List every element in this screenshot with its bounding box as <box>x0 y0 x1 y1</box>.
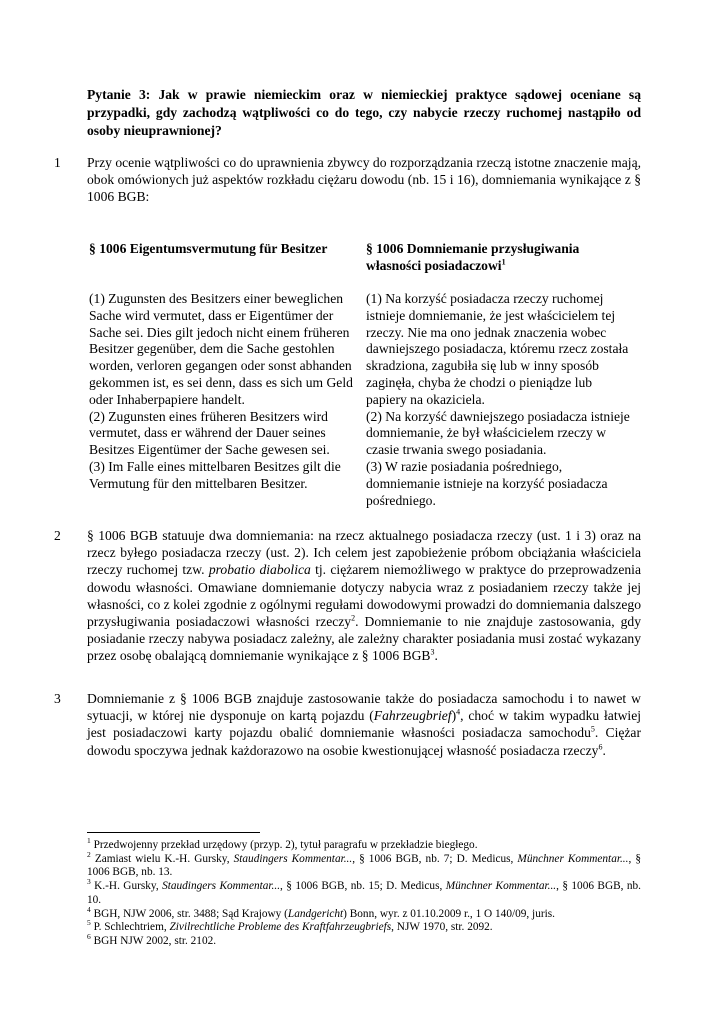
footnotes <box>87 836 641 949</box>
footnote-3: $^3$ K.-H. Gursky, Staudingers Kommentar..., § 1006 BGB, nb. 15; D. Medicus, Münchner Kommentar..., § 1006 BGB, nb. 10. <box>87 877 641 906</box>
footnote-2: $^2$ Zamiast wielu K.-H. Gursky, Staudingers Kommentar..., § 1006 BGB, nb. 7; D. Medicus, Münchner Kommentar..., § 1006 BGB, nb. 13. <box>87 849 641 879</box>
statute-german-abs1: (1) Zugunsten des Besitzers einer beweglichen Sache wird vermutet, dass er Eigentümer der Sache sei. Dies gilt jedoch nicht einem früheren Besitzer gegenüber, dem die Sache gestohlen worden, verloren gegangen oder sonst abhanden gekommen ist, es sei denn, dass es sich um Geld oder Inhaberpapiere handelt. <box>89 291 353 407</box>
statute-polish-text <box>366 291 631 509</box>
footnote-ref: 4 <box>456 707 461 717</box>
paragraph-number: 2 <box>54 528 61 543</box>
statute-polish-ust3: (3) W razie posiadania pośredniego, domniemanie istnieje na korzyść posiadacza pośredniego. <box>366 458 608 508</box>
paragraph-1: Przy ocenie wątpliwości co do uprawnienia zbywcy do rozporządzania rzeczą istotne znaczenie mają, obok omówionych już aspektów rozkładu ciężaru dowodu (nb. 15 i 16), domniemania wynikające z § 1006 BGB: <box>87 155 641 205</box>
footnote-ref: 5 <box>590 724 595 734</box>
footnote-1: $^1$ Przedwojenny przekład urzędowy (przyp. 2), tytuł paragrafu w przekładzie biegłego. <box>87 836 478 851</box>
footnote-ref: 6 <box>598 742 603 752</box>
paragraph-number: 3 <box>54 691 61 706</box>
statute-polish-ust1: (1) Na korzyść posiadacza rzeczy ruchomej istnieje domniemanie, że jest właścicielem tej rzeczy. Nie ma ono jednak znaczenia wobec dawniejszego posiadacza, któremu rzecz została skradziona, zagubiła się lub w inny sposób zaginęła, chyba że chodzi o pieniądze lub papiery na okaziciela. <box>366 291 629 407</box>
footnote-ref: 3 <box>430 647 435 657</box>
german-term: Fahrzeugbrief <box>373 708 452 724</box>
statute-polish-heading: § 1006 Domniemanie przysługiwania własności posiadaczowi$^1$ <box>366 241 580 274</box>
footnote-6: $^6$ BGH NJW 2002, str. 2102. <box>87 932 217 947</box>
paragraph-3: Domniemanie z § 1006 BGB znajduje zastosowanie także do posiadacza samochodu i to nawet w sytuacji, w której nie dysponuje on kartą pojazdu (Fahrzeugbrief)$^4$, choć w takim wypadku łatwiej jest posiadaczowi karty pojazdu obalić domniemanie własności posiadacza samochodu$^5$. Ciężar dowodu spoczywa jednak każdorazowo na osobie kwestionującej własność posiadacza rzeczy$^6$. <box>87 691 642 758</box>
statute-german-abs2: (2) Zugunsten eines früheren Besitzers wird vermutet, dass er während der Dauer seines Besitzes Eigentümer der Sache gewesen sei. <box>89 408 330 458</box>
statute-german-text <box>89 291 354 493</box>
footnote-5: $^5$ P. Schlechtriem, Zivilrechtliche Probleme des Kraftfahrzeugbriefs, NJW 1970, str. 2092. <box>87 918 493 934</box>
statute-polish-ust2: (2) Na korzyść dawniejszego posiadacza istnieje domniemanie, że był właścicielem rzeczy w czasie trwania swego posiadania. <box>366 408 630 458</box>
footnote-ref: 1 <box>501 257 506 267</box>
statute-german-abs3: (3) Im Falle eines mittelbaren Besitzes gilt die Vermutung für den mittelbaren Besitzer. <box>89 458 341 491</box>
paragraph-number: 1 <box>54 155 61 170</box>
latin-term: probatio diabolica <box>208 562 311 578</box>
paragraph-2: § 1006 BGB statuuje dwa domniemania: na rzecz aktualnego posiadacza rzeczy (ust. 1 i 3) oraz na rzecz byłego posiadacza rzeczy (ust. 2). Ich celem jest zapobieżenie próbom obciążania właściciela rzeczy ruchomej tzw. probatio diabolica tj. ciężarem niemożliwego w praktyce do przeprowadzenia dowodu własności. Omawiane domniemanie dotyczy nabycia wraz z posiadaniem rzeczy także jej własności, co z kolei zgodnie z ogólnymi regułami dowodowymi prowadzi do domniemania dalszego przysługiwania posiadaczowi własności rzeczy$^2$. Domniemanie to nie znajduje zastosowania, gdy posiadanie rzeczy nabywa posiadacz zależny, ale zależny charakter posiadania musi zostać wykazany przez osobę obalającą domniemanie wynikające z § 1006 BGB$^3$. <box>87 528 642 664</box>
footnote-ref: 2 <box>351 613 356 623</box>
footnote-separator <box>87 832 260 833</box>
question-heading: Pytanie 3: Jak w prawie niemieckim oraz w niemieckiej praktyce sądowej oceniane są przypadki, gdy zachodzą wątpliwości co do tego, czy nabycie rzeczy ruchomej nastąpiło od osoby nieuprawnionej? <box>87 87 641 138</box>
footnote-4: $^4$ BGH, NJW 2006, str. 3488; Sąd Krajowy (Landgericht) Bonn, wyr. z 01.10.2009 r., 1 O 140/09, juris. <box>87 904 555 920</box>
statute-german-heading: § 1006 Eigentumsvermutung für Besitzer <box>89 241 328 256</box>
